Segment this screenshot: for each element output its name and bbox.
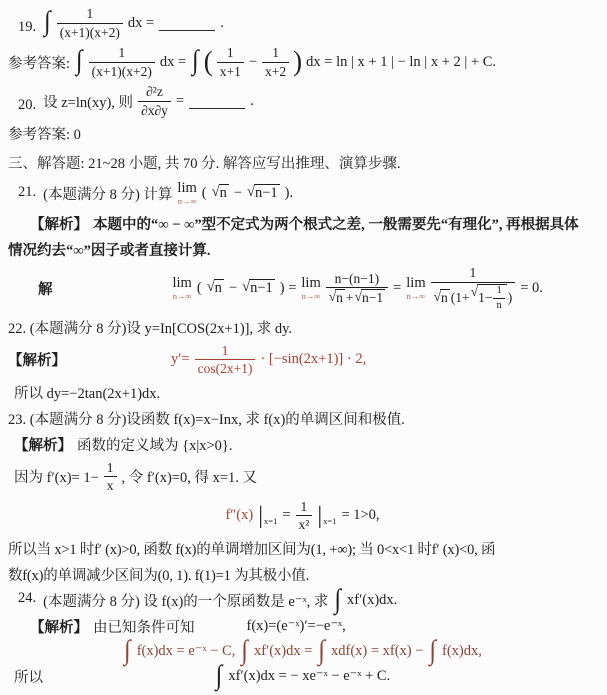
fraction [89, 45, 155, 79]
limit-word: lim [406, 275, 426, 292]
limit-word: lim [301, 275, 321, 292]
sqrt-content: n−1 [250, 280, 273, 297]
limit-subscript: n→∞ [172, 290, 192, 301]
equation-text: (1+ [450, 289, 470, 305]
sqrt [212, 184, 229, 202]
answer-19 [8, 45, 597, 79]
fraction-denominator: ∂x∂y [141, 102, 168, 118]
equation-text: xf′(x)dx = − xe⁻ˣ − e⁻ˣ + C. [228, 668, 391, 685]
question-text: (本题满分 8 分) 设 f(x)的一个原函数是 e⁻ˣ, 求 [43, 593, 329, 610]
section-header [8, 152, 597, 173]
problem-19-number: 19. [18, 19, 37, 36]
fraction-denominator: (x+1)(x+2) [91, 63, 152, 79]
conclusion-formula [48, 660, 557, 691]
equation-text: y′= [171, 351, 190, 368]
integral-icon: ∫ [124, 635, 131, 666]
equation-text: xdf(x) = xf(x) − [330, 642, 424, 659]
fraction-denominator: cos(2x+1) [197, 361, 253, 377]
fraction-denominator: x [106, 478, 114, 494]
equation-text: ) = [279, 279, 297, 296]
sqrt-content: n [214, 280, 222, 297]
derivative-line-23 [8, 460, 597, 494]
monotonicity-line1-23 [8, 538, 597, 559]
fraction-denominator: x+1 [219, 63, 241, 79]
left-paren: ( [201, 184, 207, 201]
plus-sign: + [345, 289, 354, 305]
fraction [104, 460, 117, 494]
fraction [138, 84, 171, 118]
equation-text: 因为 f′(x)= 1− [14, 470, 99, 487]
fraction [217, 45, 244, 79]
fraction-numerator: 1 [195, 343, 256, 361]
solution-label: 解 [38, 281, 53, 298]
radical-icon: √ [211, 183, 220, 200]
minus-sign: − [228, 279, 238, 296]
equals-sign: = [393, 279, 402, 296]
integral-icon: ∫ [318, 635, 325, 666]
fraction-denominator [326, 288, 388, 306]
left-paren: ( [203, 45, 213, 77]
equation-text: 1− [478, 290, 493, 306]
sqrt-content: n [219, 184, 227, 201]
question-text: 设 z=ln(xy), 则 [43, 94, 134, 111]
integral-icon: ∫ [44, 7, 51, 38]
fraction-numerator: 1 [262, 45, 289, 63]
equation-text: = 0. [520, 279, 543, 296]
answer-blank [189, 94, 245, 109]
equation-text: f(x)dx, [442, 642, 482, 659]
evaluation-bar [258, 502, 278, 529]
question-text: (本题满分 8 分) 计算 [43, 186, 173, 203]
evaluation-subscript: x=1 [264, 516, 278, 526]
analysis-22 [8, 343, 597, 377]
fraction [431, 265, 516, 312]
equation-text: , 令 f′(x)=0, 得 x=1. 又 [121, 470, 258, 487]
equation-text: dx = [159, 53, 187, 70]
problem-23 [8, 408, 597, 429]
equation-text: = 1>0, [341, 507, 380, 524]
analysis-24 [8, 616, 597, 637]
limit-subscript: n→∞ [406, 290, 426, 301]
analysis-label: 【解析】 [8, 353, 66, 370]
fraction-denominator: (x+1)(x+2) [59, 24, 120, 40]
fraction-numerator: 1 [104, 460, 117, 478]
radical-icon: √ [206, 279, 215, 296]
analysis-23 [8, 434, 597, 455]
integral-icon: ∫ [215, 660, 223, 691]
fraction [195, 343, 256, 377]
question-text: 22. (本题满分 8 分)设 y=In[COS(2x+1)], 求 dy. [8, 320, 293, 337]
answer-blank [159, 16, 215, 31]
radical-icon: √ [354, 289, 362, 305]
analysis-text: 函数的定义域为 {x|x>0}. [77, 437, 233, 454]
radical-icon: √ [242, 279, 251, 296]
fraction-numerator: n−(n−1) [326, 271, 388, 289]
evaluation-subscript: x=1 [323, 516, 337, 526]
fraction-numerator: 1 [493, 285, 504, 299]
sqrt-content: n−1 [361, 290, 384, 306]
sqrt [355, 289, 386, 306]
limit-operator [406, 276, 425, 300]
problem-19 [8, 6, 597, 40]
limit-operator [301, 276, 320, 300]
radical-icon: √ [328, 289, 337, 305]
equation-text: f(x)=(e⁻ˣ)′=−e⁻ˣ, [246, 617, 346, 634]
fraction-numerator: 1 [431, 265, 516, 283]
problem-24 [8, 584, 597, 615]
sqrt [207, 279, 224, 297]
right-paren: ) [293, 45, 303, 77]
left-paren: ( [196, 279, 202, 296]
radical-icon: √ [470, 283, 479, 299]
question-text: 23. (本题满分 8 分)设函数 f(x)=x−Inx, 求 f(x)的单调区间和极值. [8, 411, 405, 428]
solution-21 [8, 265, 597, 312]
limit-operator [173, 276, 192, 300]
fraction [296, 499, 313, 533]
minus-sign: − [248, 53, 258, 70]
analysis-text: 本题中的“∞ − ∞”型不定式为两个根式之差, 一般需要先“有理化”, 再根据具体 [93, 217, 579, 234]
fraction [493, 285, 504, 312]
problem-24-number: 24. [18, 589, 37, 606]
sqrt [242, 279, 275, 297]
conclusion-24 [8, 660, 597, 691]
conclusion-text: 所以 dy=−2tan(2x+1)dx. [14, 385, 161, 402]
sqrt-content: n [441, 290, 448, 306]
sqrt [434, 289, 450, 306]
equation-text: xf′(x)dx = [253, 642, 313, 659]
sqrt-content [477, 284, 507, 312]
equation-text: f″(x) [225, 507, 254, 524]
limit-word: lim [172, 275, 192, 292]
radical-icon: √ [433, 289, 442, 305]
question-text: xf′(x)dx. [347, 591, 398, 608]
analysis-21-line1 [8, 213, 597, 234]
fraction-denominator: x² [298, 517, 310, 533]
limit-operator [177, 181, 196, 205]
bar-icon: | [317, 502, 323, 529]
right-paren: ). [284, 184, 294, 201]
equals-sign: = [282, 507, 291, 524]
integral-icon: ∫ [334, 584, 342, 615]
problem-20-number: 20. [18, 97, 37, 114]
answer-20 [8, 123, 597, 144]
fraction-numerator: 1 [296, 499, 313, 517]
sqrt-content: n [336, 290, 343, 306]
evaluation-bar [317, 502, 337, 529]
analysis-21-line2 [8, 239, 597, 260]
monotonicity-line2-23 [8, 564, 597, 585]
analysis-label: 【解析】 [30, 619, 88, 636]
problem-22 [8, 317, 597, 338]
limit-subscript: n→∞ [301, 290, 321, 301]
analysis-label: 【解析】 [14, 437, 72, 454]
problem-21 [8, 181, 597, 205]
integral-icon: ∫ [192, 46, 199, 77]
equation-text: dx = [127, 14, 155, 31]
bar-icon: | [258, 502, 264, 529]
sqrt [471, 284, 507, 312]
fraction-numerator: 1 [89, 45, 155, 63]
limit-subscript: n→∞ [177, 195, 197, 206]
sqrt [247, 184, 280, 202]
fraction-numerator: 1 [217, 45, 244, 63]
fraction [262, 45, 289, 79]
integral-chain-24 [8, 635, 597, 666]
analysis-text: 情况约去“∞”因子或者直接计算. [8, 243, 211, 260]
equation-text: · [−sin(2x+1)] · 2, [260, 351, 367, 368]
fraction-denominator [431, 283, 516, 312]
problem-20 [8, 84, 597, 118]
sqrt-content: n−1 [254, 184, 278, 201]
fraction [326, 271, 388, 307]
integral-icon: ∫ [429, 635, 437, 666]
equation-text: dx = ln | x + 1 | − ln | x + 2 | + C. [306, 53, 497, 70]
fraction-numerator: 1 [57, 6, 123, 24]
equation-text: f(x)dx = e⁻ˣ − C, [136, 642, 236, 659]
sqrt [329, 289, 345, 306]
period: . [220, 14, 224, 31]
right-paren: ) [507, 289, 513, 305]
integral-icon: ∫ [76, 46, 83, 77]
second-derivative-formula-23 [8, 499, 597, 533]
integral-icon: ∫ [241, 635, 248, 666]
section-title: 三、解答题: 21~28 小题, 共 70 分. 解答应写出推理、演算步骤. [8, 156, 401, 173]
fraction-numerator: ∂²z [138, 84, 171, 102]
radical-icon: √ [247, 183, 255, 200]
body-text: 数f(x)的单调减少区间为(0, 1). f(1)=1 为其极小值. [8, 567, 310, 584]
analysis-label: 【解析】 [30, 217, 88, 234]
equals-sign: = [175, 92, 185, 109]
conclusion-22 [8, 382, 597, 403]
minus-sign: − [233, 184, 243, 201]
conclusion-label: 所以 [14, 670, 43, 687]
body-text: 所以当 x>1 时f′ (x)>0, 函数 f(x)的单调增加区间为(1, +∞); 当 0<x<1 时f′ (x)<0, 函 [8, 541, 496, 558]
problem-21-number: 21. [18, 184, 37, 201]
answer-text: 参考答案: 0 [8, 127, 81, 144]
fraction-denominator: n [496, 299, 502, 311]
limit-word: lim [177, 180, 197, 197]
period: . [250, 92, 254, 109]
fraction-denominator: x+2 [265, 63, 287, 79]
answer-label: 参考答案: [8, 55, 71, 72]
fraction [57, 6, 123, 40]
analysis-text: 由已知条件可知 [93, 619, 195, 636]
